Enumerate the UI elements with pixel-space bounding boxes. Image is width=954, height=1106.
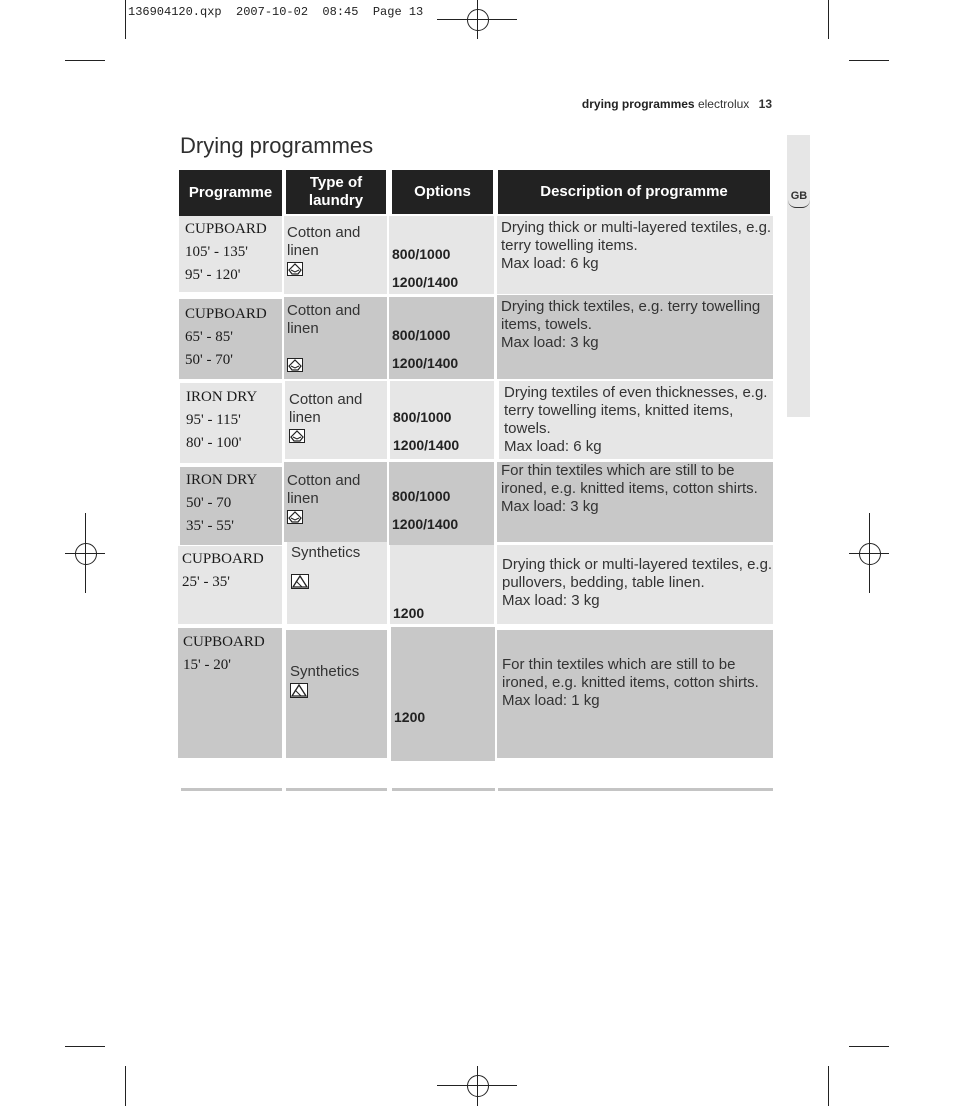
table-bottom-rule [286, 788, 387, 791]
language-side-tab [787, 135, 810, 417]
table-row-1-description: Drying thick or multi-layered textiles, e.g. terry towelling items. Max load: 6 kg [497, 216, 773, 294]
header-programme: Programme [179, 170, 282, 216]
header-type-of-laundry: Type of laundry [286, 170, 386, 214]
crop-mark [65, 60, 105, 61]
table-row-4-programme: IRON DRY 50' - 70 35' - 55' [180, 467, 282, 545]
cotton-care-icon [289, 429, 305, 443]
table-row-5-programme: CUPBOARD 25' - 35' [178, 546, 282, 624]
table-row-2-type: Cotton and linen [284, 297, 387, 379]
running-head [582, 97, 772, 111]
table-row-3-options: 800/1000 1200/1400 [390, 381, 494, 459]
table-row-2-description: Drying thick textiles, e.g. terry towelling items, towels. Max load: 3 kg [497, 295, 773, 379]
table-row-1-options: 800/1000 1200/1400 [389, 216, 494, 294]
table-row-6-programme: CUPBOARD 15' - 20' [178, 628, 282, 758]
table-row-4-options: 800/1000 1200/1400 [389, 462, 494, 545]
table-row-6-description: For thin textiles which are still to be ironed, e.g. knitted items, cotton shirts. Max load: 1 kg [497, 630, 773, 758]
print-slug: 136904120.qxp 2007-10-02 08:45 Page 13 [128, 5, 424, 19]
table-row-5-description: Drying thick or multi-layered textiles, e.g. pullovers, bedding, table linen. Max load: 3 kg [497, 545, 773, 624]
table-row-3-type: Cotton and linen [285, 381, 387, 459]
table-row-1-programme: CUPBOARD 105' - 135' 95' - 120' [179, 216, 282, 292]
running-head-brand: electrolux [697, 97, 750, 111]
header-options: Options [392, 170, 493, 214]
table-row-4-type: Cotton and linen [284, 462, 387, 542]
crop-mark [65, 1046, 105, 1047]
table-row-1-type: Cotton and linen [284, 216, 387, 294]
synthetics-care-icon [291, 574, 309, 589]
page-title: Drying programmes [180, 133, 374, 158]
table-bottom-rule [181, 788, 282, 791]
header-description: Description of programme [498, 170, 770, 214]
crop-mark [849, 1046, 889, 1047]
table-row-6-options: 1200 [391, 627, 495, 761]
table-row-2-programme: CUPBOARD 65' - 85' 50' - 70' [179, 299, 282, 379]
table-row-2-options: 800/1000 1200/1400 [389, 297, 494, 379]
table-bottom-rule [498, 788, 773, 791]
cotton-care-icon [287, 358, 303, 372]
crop-mark [828, 1066, 829, 1106]
table-bottom-rule [392, 788, 495, 791]
crop-mark [125, 0, 126, 39]
language-badge: GB [788, 187, 810, 208]
cotton-care-icon [287, 510, 303, 524]
table-row-4-description: For thin textiles which are still to be ironed, e.g. knitted items, cotton shirts. Max load: 3 kg [497, 462, 773, 542]
table-row-6-type: Synthetics [286, 630, 387, 758]
table-row-3-description: Drying textiles of even thicknesses, e.g. terry towelling items, knitted items, towels. Max load: 6 kg [499, 381, 773, 459]
table-row-3-programme: IRON DRY 95' - 115' 80' - 100' [180, 383, 282, 463]
table-row-5-type: Synthetics [287, 542, 387, 624]
crop-mark [125, 1066, 126, 1106]
page-number: 13 [758, 97, 772, 111]
cotton-care-icon [287, 262, 303, 276]
table-row-5-options: 1200 [390, 545, 494, 624]
synthetics-care-icon [290, 683, 308, 698]
crop-mark [828, 0, 829, 39]
crop-mark [849, 60, 889, 61]
running-head-section: drying programmes [581, 97, 695, 111]
